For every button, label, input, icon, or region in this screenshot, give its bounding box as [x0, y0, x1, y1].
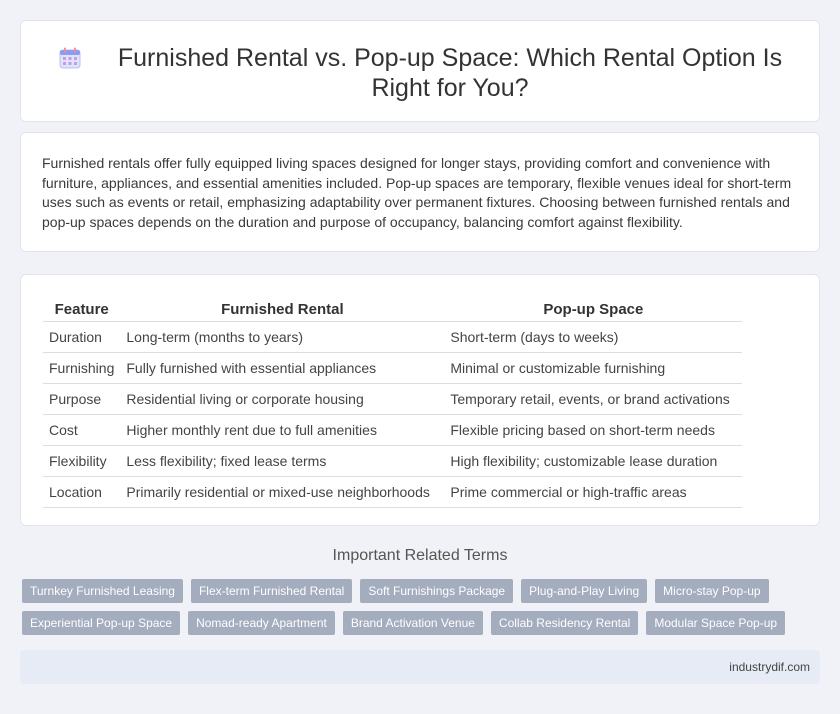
footer-site-link[interactable]: industrydif.com [729, 660, 810, 674]
table-row [43, 383, 742, 414]
cell-popup: Prime commercial or high-traffic areas [444, 476, 742, 507]
related-term-tag[interactable]: Turnkey Furnished Leasing [22, 579, 183, 603]
related-term-tag[interactable]: Brand Activation Venue [343, 611, 483, 635]
footer [20, 650, 820, 684]
page-title: Furnished Rental vs. Pop-up Space: Which Rental Option Is Right for You? [117, 44, 783, 102]
header-popup-space: Pop-up Space [444, 295, 742, 321]
cell-popup: Short-term (days to weeks) [444, 321, 742, 352]
related-term-tag[interactable]: Plug-and-Play Living [521, 579, 647, 603]
table-row [43, 445, 742, 476]
cell-popup: Temporary retail, events, or brand activations [444, 383, 742, 414]
comparison-table [43, 295, 742, 508]
cell-furnished: Fully furnished with essential appliances [120, 352, 444, 383]
cell-feature: Location [43, 476, 120, 507]
cell-feature: Furnishing [43, 352, 120, 383]
intro-paragraph: Furnished rentals offer fully equipped living spaces designed for longer stays, providing comfort and convenience with furniture, appliances, and essential amenities included. Pop-up spaces are temporary, flexible venues ideal for short-term uses such as events or retail, emphasizing adaptability over permanent fixtures. Choosing between furnished rentals and pop-up spaces depends on the duration and purpose of occupancy, balancing comfort against flexibility. [42, 155, 792, 230]
related-term-tag[interactable]: Micro-stay Pop-up [655, 579, 768, 603]
cell-feature: Flexibility [43, 445, 120, 476]
cell-feature: Duration [43, 321, 120, 352]
header-feature: Feature [43, 295, 120, 321]
table-header-row [43, 295, 742, 321]
related-term-tag[interactable]: Experiential Pop-up Space [22, 611, 180, 635]
related-term-tag[interactable]: Soft Furnishings Package [360, 579, 513, 603]
cell-feature: Purpose [43, 383, 120, 414]
table-row [43, 414, 742, 445]
cell-feature: Cost [43, 414, 120, 445]
table-row [43, 352, 742, 383]
table-row [43, 476, 742, 507]
cell-furnished: Long-term (months to years) [120, 321, 444, 352]
intro-card [20, 132, 820, 252]
related-terms-list [22, 579, 802, 643]
comparison-card [20, 274, 820, 526]
header-furnished-rental: Furnished Rental [120, 295, 444, 321]
related-term-tag[interactable]: Modular Space Pop-up [646, 611, 785, 635]
cell-popup: High flexibility; customizable lease duration [444, 445, 742, 476]
related-term-tag[interactable]: Flex-term Furnished Rental [191, 579, 352, 603]
cell-furnished: Residential living or corporate housing [120, 383, 444, 414]
related-term-tag[interactable]: Collab Residency Rental [491, 611, 638, 635]
table-row [43, 321, 742, 352]
cell-popup: Minimal or customizable furnishing [444, 352, 742, 383]
title-card [20, 20, 820, 122]
cell-furnished: Less flexibility; fixed lease terms [120, 445, 444, 476]
related-term-tag[interactable]: Nomad-ready Apartment [188, 611, 335, 635]
cell-furnished: Primarily residential or mixed-use neighborhoods [120, 476, 444, 507]
related-terms-heading: Important Related Terms [332, 547, 508, 564]
cell-furnished: Higher monthly rent due to full amenities [120, 414, 444, 445]
cell-popup: Flexible pricing based on short-term needs [444, 414, 742, 445]
